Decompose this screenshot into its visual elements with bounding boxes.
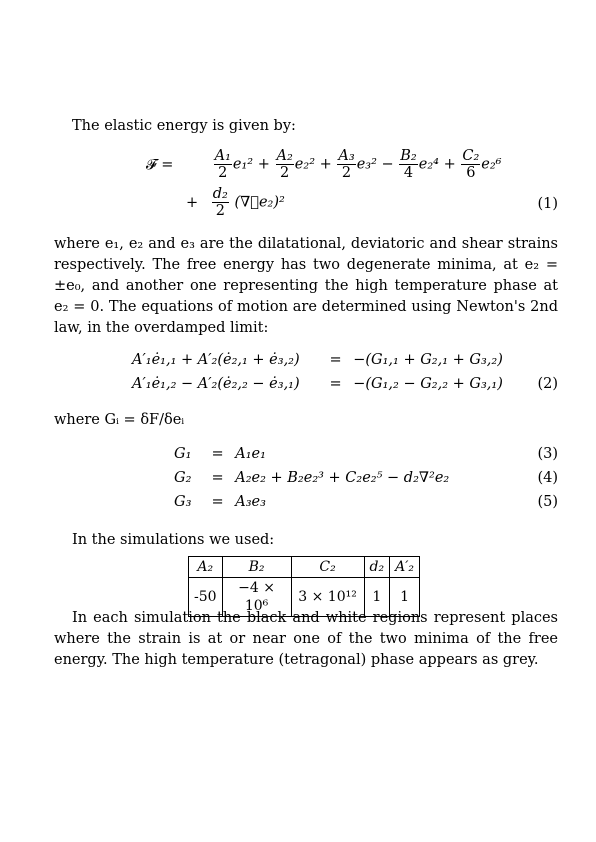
- eq3-rhs: A₁e₁: [235, 446, 266, 462]
- eq4-eq: =: [211, 470, 224, 486]
- eq2-row2-rhs: −(G₁,₂ − G₂,₂ + G₃,₁): [353, 376, 503, 392]
- equation-2-number: (2): [537, 376, 558, 392]
- eq2-row1-rhs: −(G₁,₁ + G₂,₁ + G₃,₂): [353, 352, 503, 368]
- eq1-term-5: e₂⁶: [481, 156, 502, 173]
- eq1-frac-6: $\frac{\text{d₂}}{2}$: [212, 186, 228, 219]
- paragraph-2: In each simulation the black and white regions represent places where the strain is at or near one of the two minima of the free energy. The high temperature (tetragonal) phase appears as grey.: [54, 610, 558, 668]
- table-header-cell: C₂: [291, 557, 364, 578]
- eq2-row1-eq: =: [329, 352, 342, 368]
- eq1-frac-2: $\frac{\text{A₂}}{2}$: [276, 148, 293, 181]
- table-header-cell: d₂: [364, 557, 390, 578]
- equation-4: [174, 470, 449, 486]
- eq5-eq: =: [211, 494, 224, 510]
- eq3-lhs: G₁: [174, 446, 192, 462]
- simulation-intro: In the simulations we used:: [72, 532, 275, 548]
- eq3-eq: =: [211, 446, 224, 462]
- equation-3-number: (3): [537, 446, 558, 462]
- equation-1-line-2: [186, 186, 285, 219]
- equation-5: [174, 494, 266, 510]
- eq2-row2-eq: =: [329, 376, 342, 392]
- eq1-term-3: e₃²: [356, 156, 377, 173]
- equation-4-number: (4): [537, 470, 558, 486]
- eq1-term-1: e₁²: [232, 156, 254, 173]
- eq5-lhs: G₃: [174, 494, 192, 510]
- equation-1-line-1: [146, 148, 501, 181]
- table-cell: −4 × 10⁶: [222, 578, 291, 617]
- eq1-plus: +: [186, 194, 199, 211]
- eq1-op-2: +: [319, 156, 332, 173]
- where-g-text: where Gᵢ = δF/δeᵢ: [54, 412, 185, 428]
- table-cell: 1: [364, 578, 390, 617]
- table-cell: -50: [189, 578, 223, 617]
- intro-text: The elastic energy is given by:: [72, 118, 296, 134]
- equation-5-number: (5): [537, 494, 558, 510]
- eq1-term-4: e₂⁴: [418, 156, 439, 173]
- eq1-op-4: +: [443, 156, 456, 173]
- eq2-row2-lhs: A′₁ė₁,₂ − A′₂(ė₂,₂ − ė₃,₁): [132, 376, 300, 392]
- table-cell: 3 × 10¹²: [291, 578, 364, 617]
- eq1-gradient-term: (∇⃗e₂)²: [234, 194, 285, 211]
- eq1-lhs: 𝓕 =: [146, 156, 174, 173]
- equation-1-number: (1): [537, 196, 558, 212]
- table-cell: 1: [390, 578, 420, 617]
- eq1-frac-4: $\frac{\text{B₂}}{4}$: [400, 148, 417, 181]
- table-header-cell: A′₂: [390, 557, 420, 578]
- eq1-frac-1: $\frac{\text{A₁}}{2}$: [214, 148, 231, 181]
- eq2-row1-lhs: A′₁ė₁,₁ + A′₂(ė₂,₁ + ė₃,₂): [132, 352, 300, 368]
- table-header-cell: A₂: [189, 557, 223, 578]
- eq1-term-2: e₂²: [294, 156, 316, 173]
- eq1-op-1: +: [257, 156, 270, 173]
- eq1-op-3: −: [381, 156, 394, 173]
- equation-2-row-2: [132, 376, 503, 392]
- eq4-lhs: G₂: [174, 470, 192, 486]
- paragraph-1: where e₁, e₂ and e₃ are the dilatational, deviatoric and shear strains respectively. The free energy has two degenerate minima, at e₂ = ±e₀, and another one representing the high temperature phase at e₂ = 0. The equations of motion are determined using Newton's 2nd law, in the overdamped limit:: [54, 236, 558, 336]
- table-header-cell: B₂: [222, 557, 291, 578]
- eq5-rhs: A₃e₃: [235, 494, 266, 510]
- equation-2-row-1: [132, 352, 503, 368]
- eq4-rhs: A₂e₂ + B₂e₂³ + C₂e₂⁵ − d₂∇²e₂: [235, 470, 450, 486]
- table-header-row: [189, 557, 420, 578]
- equation-3: [174, 446, 266, 462]
- eq1-frac-5: $\frac{\text{C₂}}{6}$: [462, 148, 480, 181]
- eq1-frac-3: $\frac{\text{A₃}}{2}$: [338, 148, 355, 181]
